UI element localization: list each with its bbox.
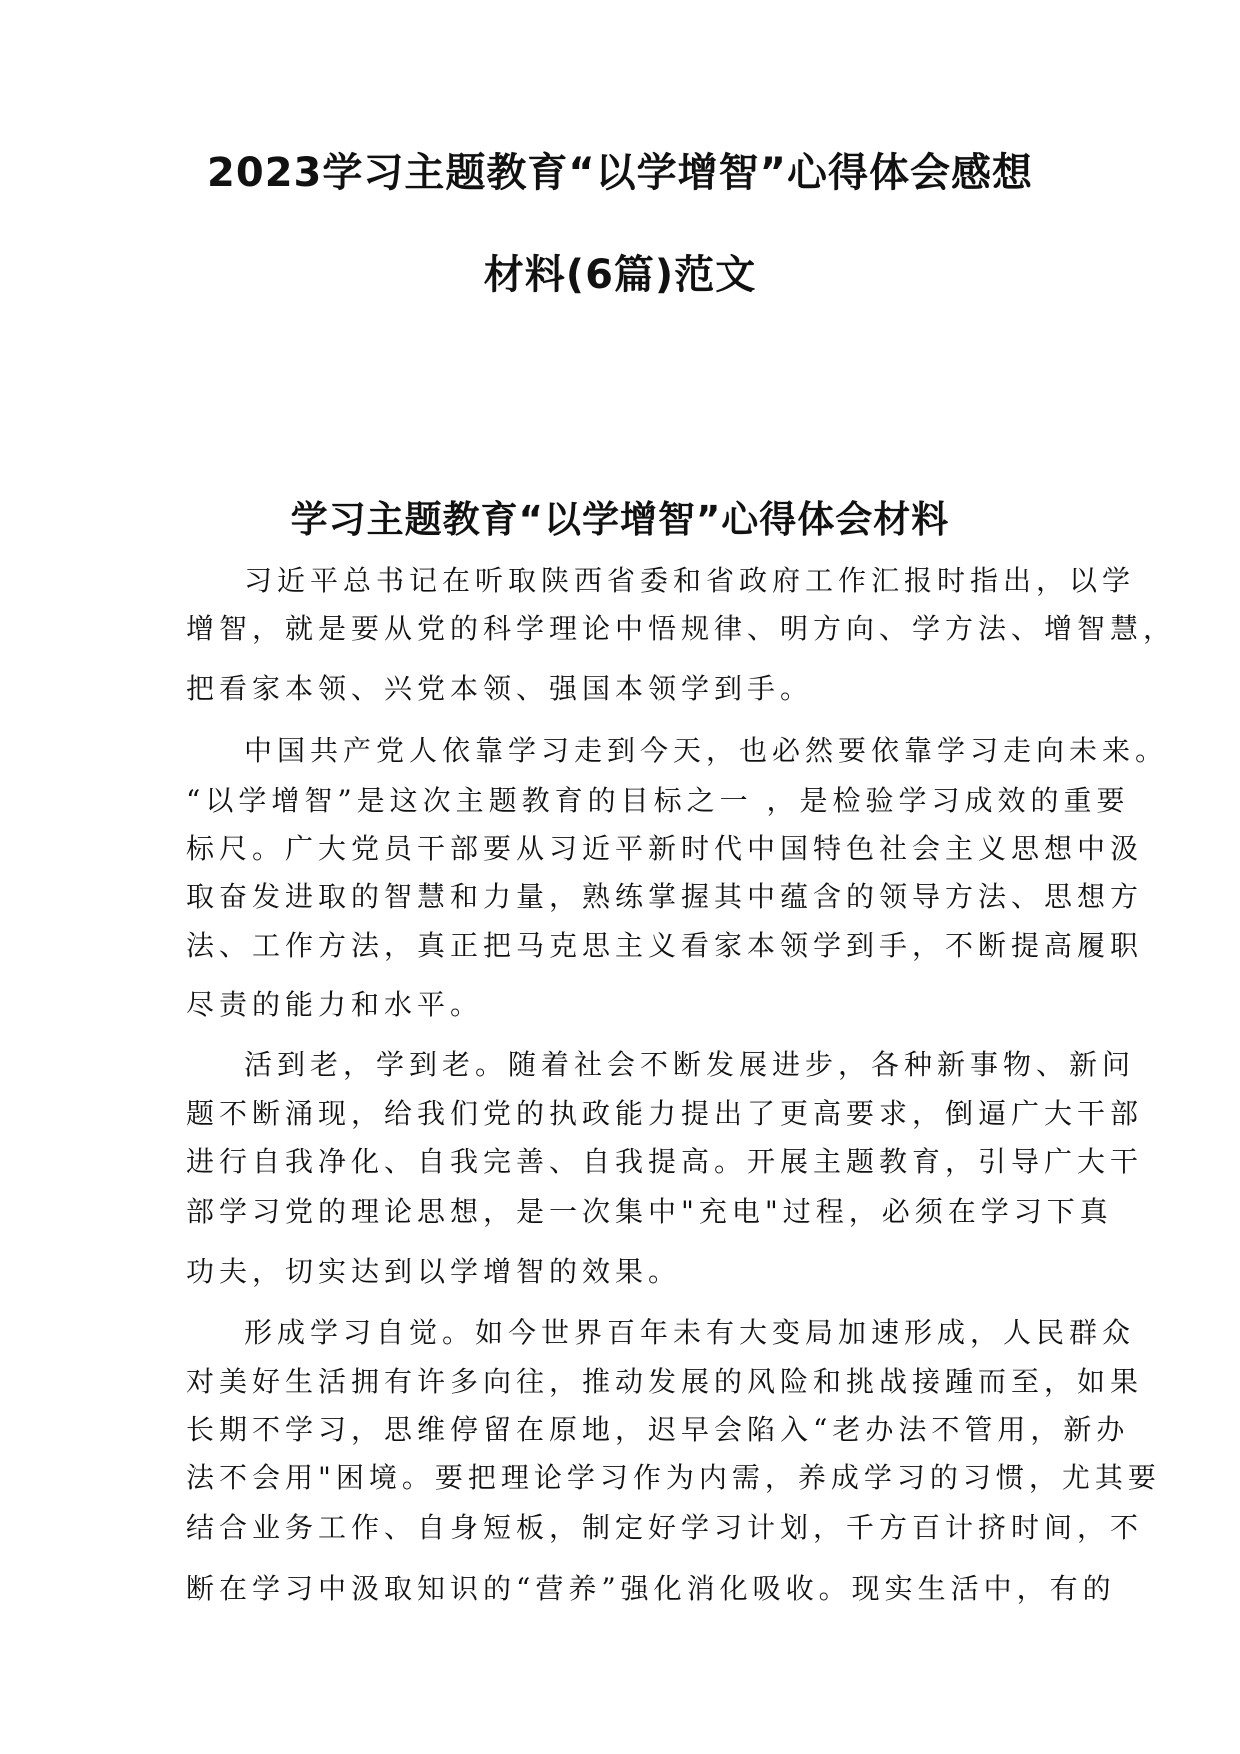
document-title-line-2: 材料(6篇)范文 [483, 252, 757, 298]
body-text-line: 形成学习自觉。如今世界百年未有大变局加速形成，人民群众 [244, 1316, 1136, 1349]
body-text-line: 法不会用"困境。要把理论学习作为内需，养成学习的习惯，尤其要 [186, 1461, 1161, 1494]
body-text-line: 结合业务工作、自身短板，制定好学习计划，千方百计挤时间，不 [186, 1511, 1144, 1544]
body-text-line: 取奋发进取的智慧和力量，熟练掌握其中蕴含的领导方法、思想方 [186, 880, 1144, 913]
body-text-line: 对美好生活拥有许多向往，推动发展的风险和挑战接踵而至，如果 [186, 1365, 1144, 1398]
body-text-line: 标尺。广大党员干部要从习近平新时代中国特色社会主义思想中汲 [186, 832, 1144, 865]
body-text-line: 中国共产党人依靠学习走到今天，也必然要依靠学习走向未来。 [244, 734, 1169, 767]
document-title-line-1: 2023学习主题教育“以学增智”心得体会感想 [207, 150, 1033, 196]
body-text-line: 习近平总书记在听取陕西省委和省政府工作汇报时指出，以学 [244, 564, 1136, 597]
body-text-line: 法、工作方法，真正把马克思主义看家本领学到手，不断提高履职 [186, 929, 1144, 962]
body-text-line: 长期不学习，思维停留在原地，迟早会陷入“老办法不管用，新办 [186, 1413, 1130, 1446]
body-text-line: 尽责的能力和水平。 [186, 988, 484, 1021]
body-text-line: 增智，就是要从党的科学理论中悟规律、明方向、学方法、增智慧， [186, 612, 1177, 645]
body-text-line: 断在学习中汲取知识的“营养”强化消化吸收。现实生活中，有的 [186, 1572, 1116, 1605]
body-text-line: 把看家本领、兴党本领、强国本领学到手。 [186, 672, 814, 705]
section-title: 学习主题教育“以学增智”心得体会材料 [290, 498, 950, 541]
body-text-line: 题不断涌现，给我们党的执政能力提出了更高要求，倒逼广大干部 [186, 1097, 1144, 1130]
body-text-line: 功夫，切实达到以学增智的效果。 [186, 1255, 682, 1288]
body-text-line: 进行自我净化、自我完善、自我提高。开展主题教育，引导广大干 [186, 1145, 1144, 1178]
body-text-line: “以学增智”是这次主题教育的目标之一 ，是检验学习成效的重要 [186, 784, 1130, 817]
body-text-line: 活到老，学到老。随着社会不断发展进步，各种新事物、新问 [244, 1048, 1136, 1081]
body-text-line: 部学习党的理论思想，是一次集中"充电"过程，必须在学习下真 [186, 1195, 1113, 1228]
